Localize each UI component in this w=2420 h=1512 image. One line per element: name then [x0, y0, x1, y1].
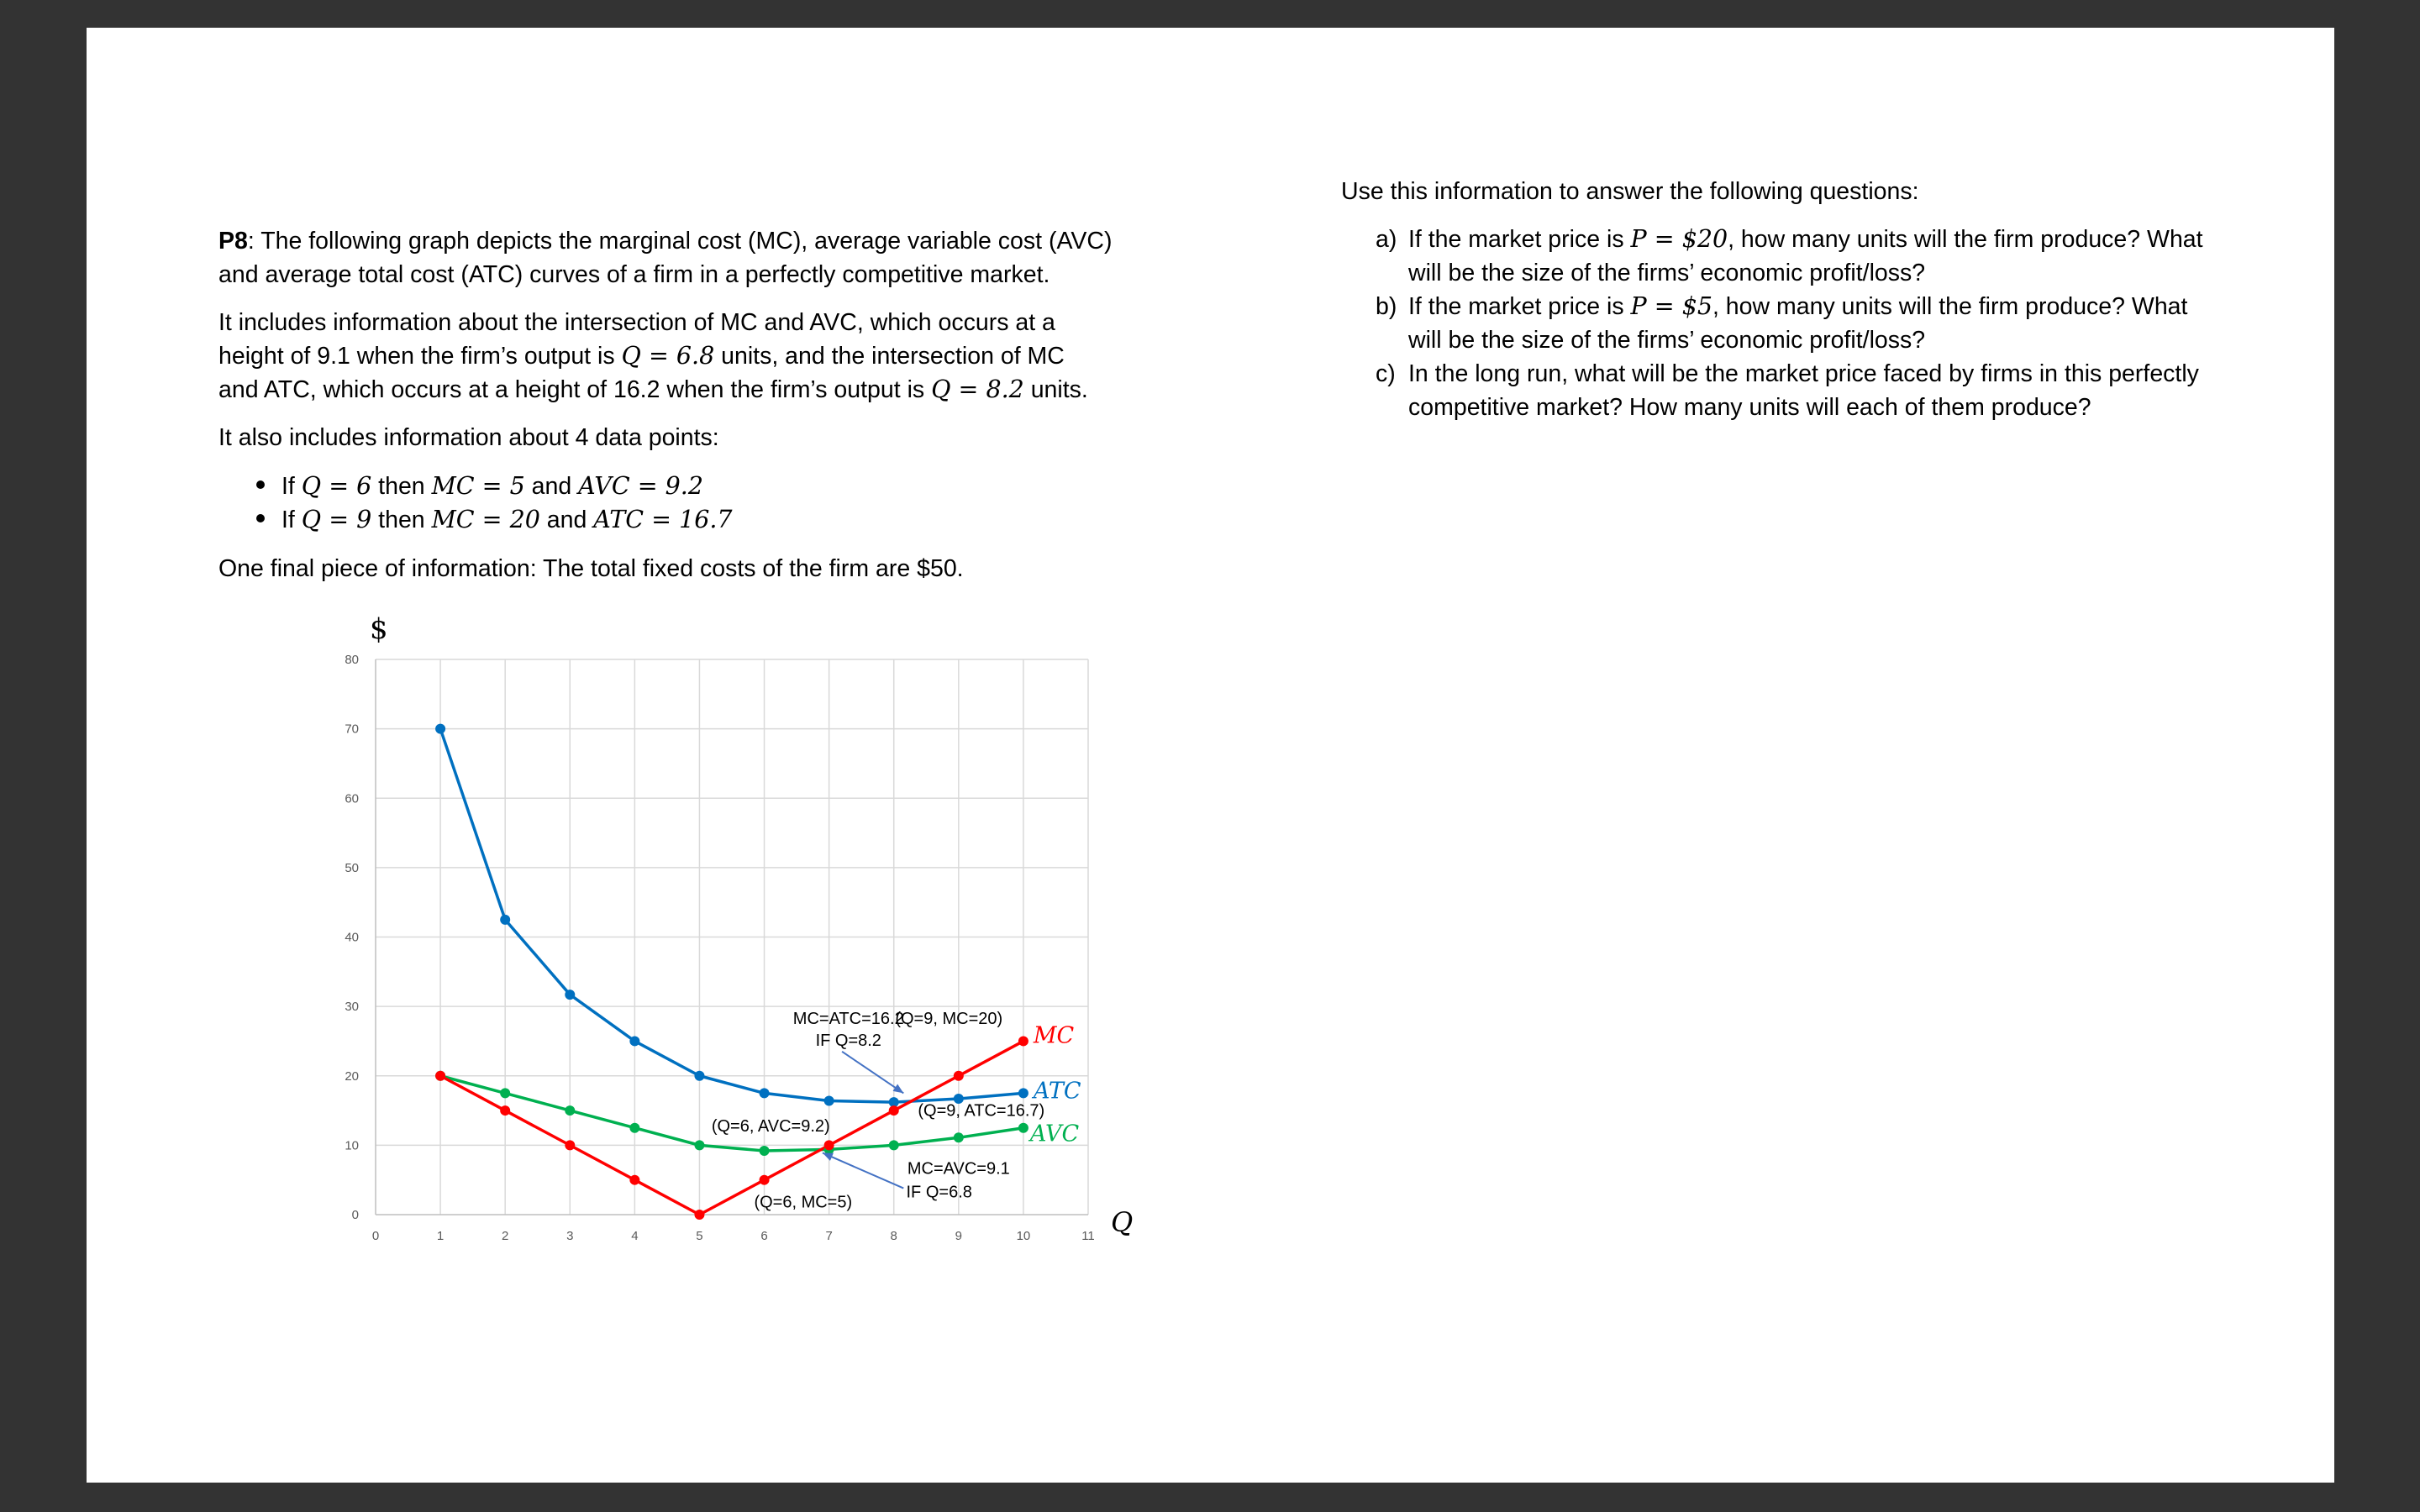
bullet-a: MC = 20	[431, 506, 540, 533]
bullet-and: and	[539, 507, 594, 533]
bullet-item	[256, 503, 1227, 537]
chart-annotation: (Q=6, MC=5)	[754, 1193, 853, 1212]
chart-annotation: (Q=9, ATC=16.7)	[918, 1101, 1045, 1121]
question-text: If the market price is	[1408, 226, 1631, 253]
question-text: If the market price is	[1408, 293, 1631, 320]
question-text: In the long run, what will be the market price faced by firms in this perfectly	[1408, 360, 2199, 387]
question-line-2: will be the size of the firms’ economic profit/loss?	[1408, 327, 1926, 354]
data-point-mc	[694, 1210, 704, 1220]
para2-line-3-tail: units.	[1023, 376, 1088, 403]
series-label-mc: MC	[1033, 1022, 1075, 1049]
y-tick-label: 80	[345, 653, 359, 667]
y-axis-label: $	[370, 612, 388, 646]
x-tick-label: 8	[890, 1229, 897, 1243]
bullet-then: then	[371, 507, 432, 533]
questions	[1341, 175, 2307, 424]
intro-text: : The following graph depicts the marginal cost (MC), average variable cost (AVC)	[247, 228, 1113, 255]
data-point-atc	[565, 990, 575, 1000]
bullet-cond: Q = 6	[301, 472, 372, 500]
para2-line-2	[218, 339, 1227, 373]
bullet-a: MC = 5	[431, 472, 525, 500]
problem-id: P8	[218, 228, 248, 255]
x-tick-label: 10	[1016, 1229, 1031, 1243]
x-tick-label: 0	[371, 1229, 380, 1243]
chart-annotation: MC=ATC=16.2	[792, 1009, 904, 1028]
data-point-avc	[565, 1105, 575, 1116]
bullet-b: AVC = 9.2	[578, 472, 703, 500]
para2-line-3-text: and ATC, which occurs at a height of 16.2 when the firm’s output is	[218, 376, 932, 403]
cost-curves-chart	[218, 582, 1185, 1254]
y-tick-label: 30	[345, 1000, 359, 1015]
document-page	[87, 28, 2334, 1483]
question-c	[1341, 357, 2307, 424]
bullet-if: If	[281, 507, 302, 533]
chart-annotation: (Q=9, MC=20)	[895, 1009, 1003, 1028]
data-point-avc	[954, 1132, 964, 1142]
series-line-atc	[440, 729, 1023, 1103]
series-label-atc: ATC	[1033, 1078, 1081, 1105]
chart-annotation: IF Q=6.8	[906, 1183, 972, 1202]
y-tick-label: 70	[345, 722, 359, 737]
price-math: P = $20	[1630, 225, 1728, 253]
data-point-avc	[694, 1140, 704, 1150]
data-point-atc	[435, 724, 445, 734]
bullet-item	[256, 470, 1227, 503]
y-tick-label: 10	[345, 1138, 359, 1153]
question-text-tail: , how many units will the firm produce? What	[1712, 293, 2188, 320]
data-point-mc	[629, 1175, 639, 1185]
bullet-and: and	[524, 473, 579, 500]
question-line-1	[1408, 357, 2199, 391]
data-point-mc	[824, 1140, 834, 1150]
para2-line-1: It includes information about the intersection of MC and AVC, which occurs at a	[218, 309, 1055, 336]
bullet-icon	[256, 480, 265, 489]
data-point-atc	[500, 915, 510, 925]
y-tick-label: 40	[345, 930, 359, 945]
data-point-mc	[565, 1140, 575, 1150]
data-point-avc	[889, 1140, 899, 1150]
x-tick-label: 7	[825, 1229, 833, 1243]
data-point-mc	[1018, 1036, 1028, 1046]
bullet-icon	[256, 514, 265, 522]
bullet-b: ATC = 16.7	[593, 506, 733, 533]
q-eq-82: Q = 8.2	[931, 375, 1024, 403]
bullet-list	[218, 470, 1227, 537]
problem-text	[218, 224, 1227, 585]
data-point-mc	[954, 1071, 964, 1081]
annotation-arrow-line	[823, 1152, 903, 1188]
para2-line-2-tail: units, and the intersection of MC	[714, 343, 1065, 370]
data-point-avc	[629, 1123, 639, 1133]
data-point-mc	[500, 1105, 510, 1116]
x-axis-label: Q	[1111, 1206, 1134, 1238]
question-a	[1341, 223, 2307, 290]
y-tick-label: 50	[345, 860, 359, 875]
data-point-avc	[1018, 1123, 1028, 1133]
q-eq-68: Q = 6.8	[621, 342, 715, 370]
y-tick-label: 20	[345, 1068, 359, 1084]
question-b	[1341, 290, 2307, 357]
y-tick-label: 0	[351, 1208, 359, 1222]
final-info: One final piece of information: The total fixed costs of the firm are $50.	[218, 555, 964, 582]
data-point-atc	[1018, 1088, 1028, 1098]
data-point-mc	[435, 1071, 445, 1081]
series-label-avc: AVC	[1029, 1121, 1080, 1147]
question-marker: b)	[1376, 293, 1397, 320]
para2-line-2-text: height of 9.1 when the firm’s output is	[218, 343, 622, 370]
bullet-if: If	[281, 473, 302, 500]
x-tick-label: 2	[502, 1229, 509, 1243]
data-point-atc	[824, 1095, 834, 1105]
data-point-mc	[760, 1175, 770, 1185]
data-point-mc	[889, 1105, 899, 1116]
intro-line-1	[218, 224, 1227, 258]
para3: It also includes information about 4 data points:	[218, 424, 719, 451]
chart-arrows	[823, 1052, 903, 1189]
x-tick-label: 4	[631, 1229, 639, 1243]
question-line-2: competitive market? How many units will each of them produce?	[1408, 394, 2091, 421]
data-point-atc	[760, 1088, 770, 1098]
intro-line-2: and average total cost (ATC) curves of a firm in a perfectly competitive market.	[218, 261, 1050, 288]
x-tick-label: 6	[760, 1229, 768, 1243]
data-point-avc	[760, 1146, 770, 1156]
question-line-2: will be the size of the firms’ economic profit/loss?	[1408, 260, 1926, 286]
question-line-1	[1408, 223, 2203, 256]
chart-annotation: MC=AVC=9.1	[907, 1159, 1010, 1179]
data-point-atc	[694, 1071, 704, 1081]
price-math: P = $5	[1630, 292, 1712, 320]
chart-axes	[345, 653, 1094, 1243]
para2-line-3	[218, 373, 1227, 407]
x-tick-label: 11	[1081, 1229, 1095, 1243]
x-tick-label: 5	[696, 1229, 703, 1243]
data-point-avc	[500, 1088, 510, 1098]
bullet-cond: Q = 9	[301, 506, 372, 533]
x-tick-label: 1	[436, 1229, 445, 1243]
x-tick-label: 9	[955, 1229, 962, 1243]
question-text-tail: , how many units will the firm produce? What	[1728, 226, 2203, 253]
chart-annotation: (Q=6, AVC=9.2)	[711, 1116, 830, 1136]
chart-annotation: IF Q=8.2	[815, 1032, 881, 1051]
question-line-1	[1408, 290, 2187, 323]
x-tick-label: 3	[566, 1229, 574, 1243]
question-marker: a)	[1376, 226, 1397, 253]
questions-intro: Use this information to answer the following questions:	[1341, 178, 1919, 205]
bullet-then: then	[371, 473, 432, 500]
y-tick-label: 60	[345, 791, 359, 806]
data-point-atc	[629, 1036, 639, 1046]
question-marker: c)	[1376, 360, 1396, 387]
